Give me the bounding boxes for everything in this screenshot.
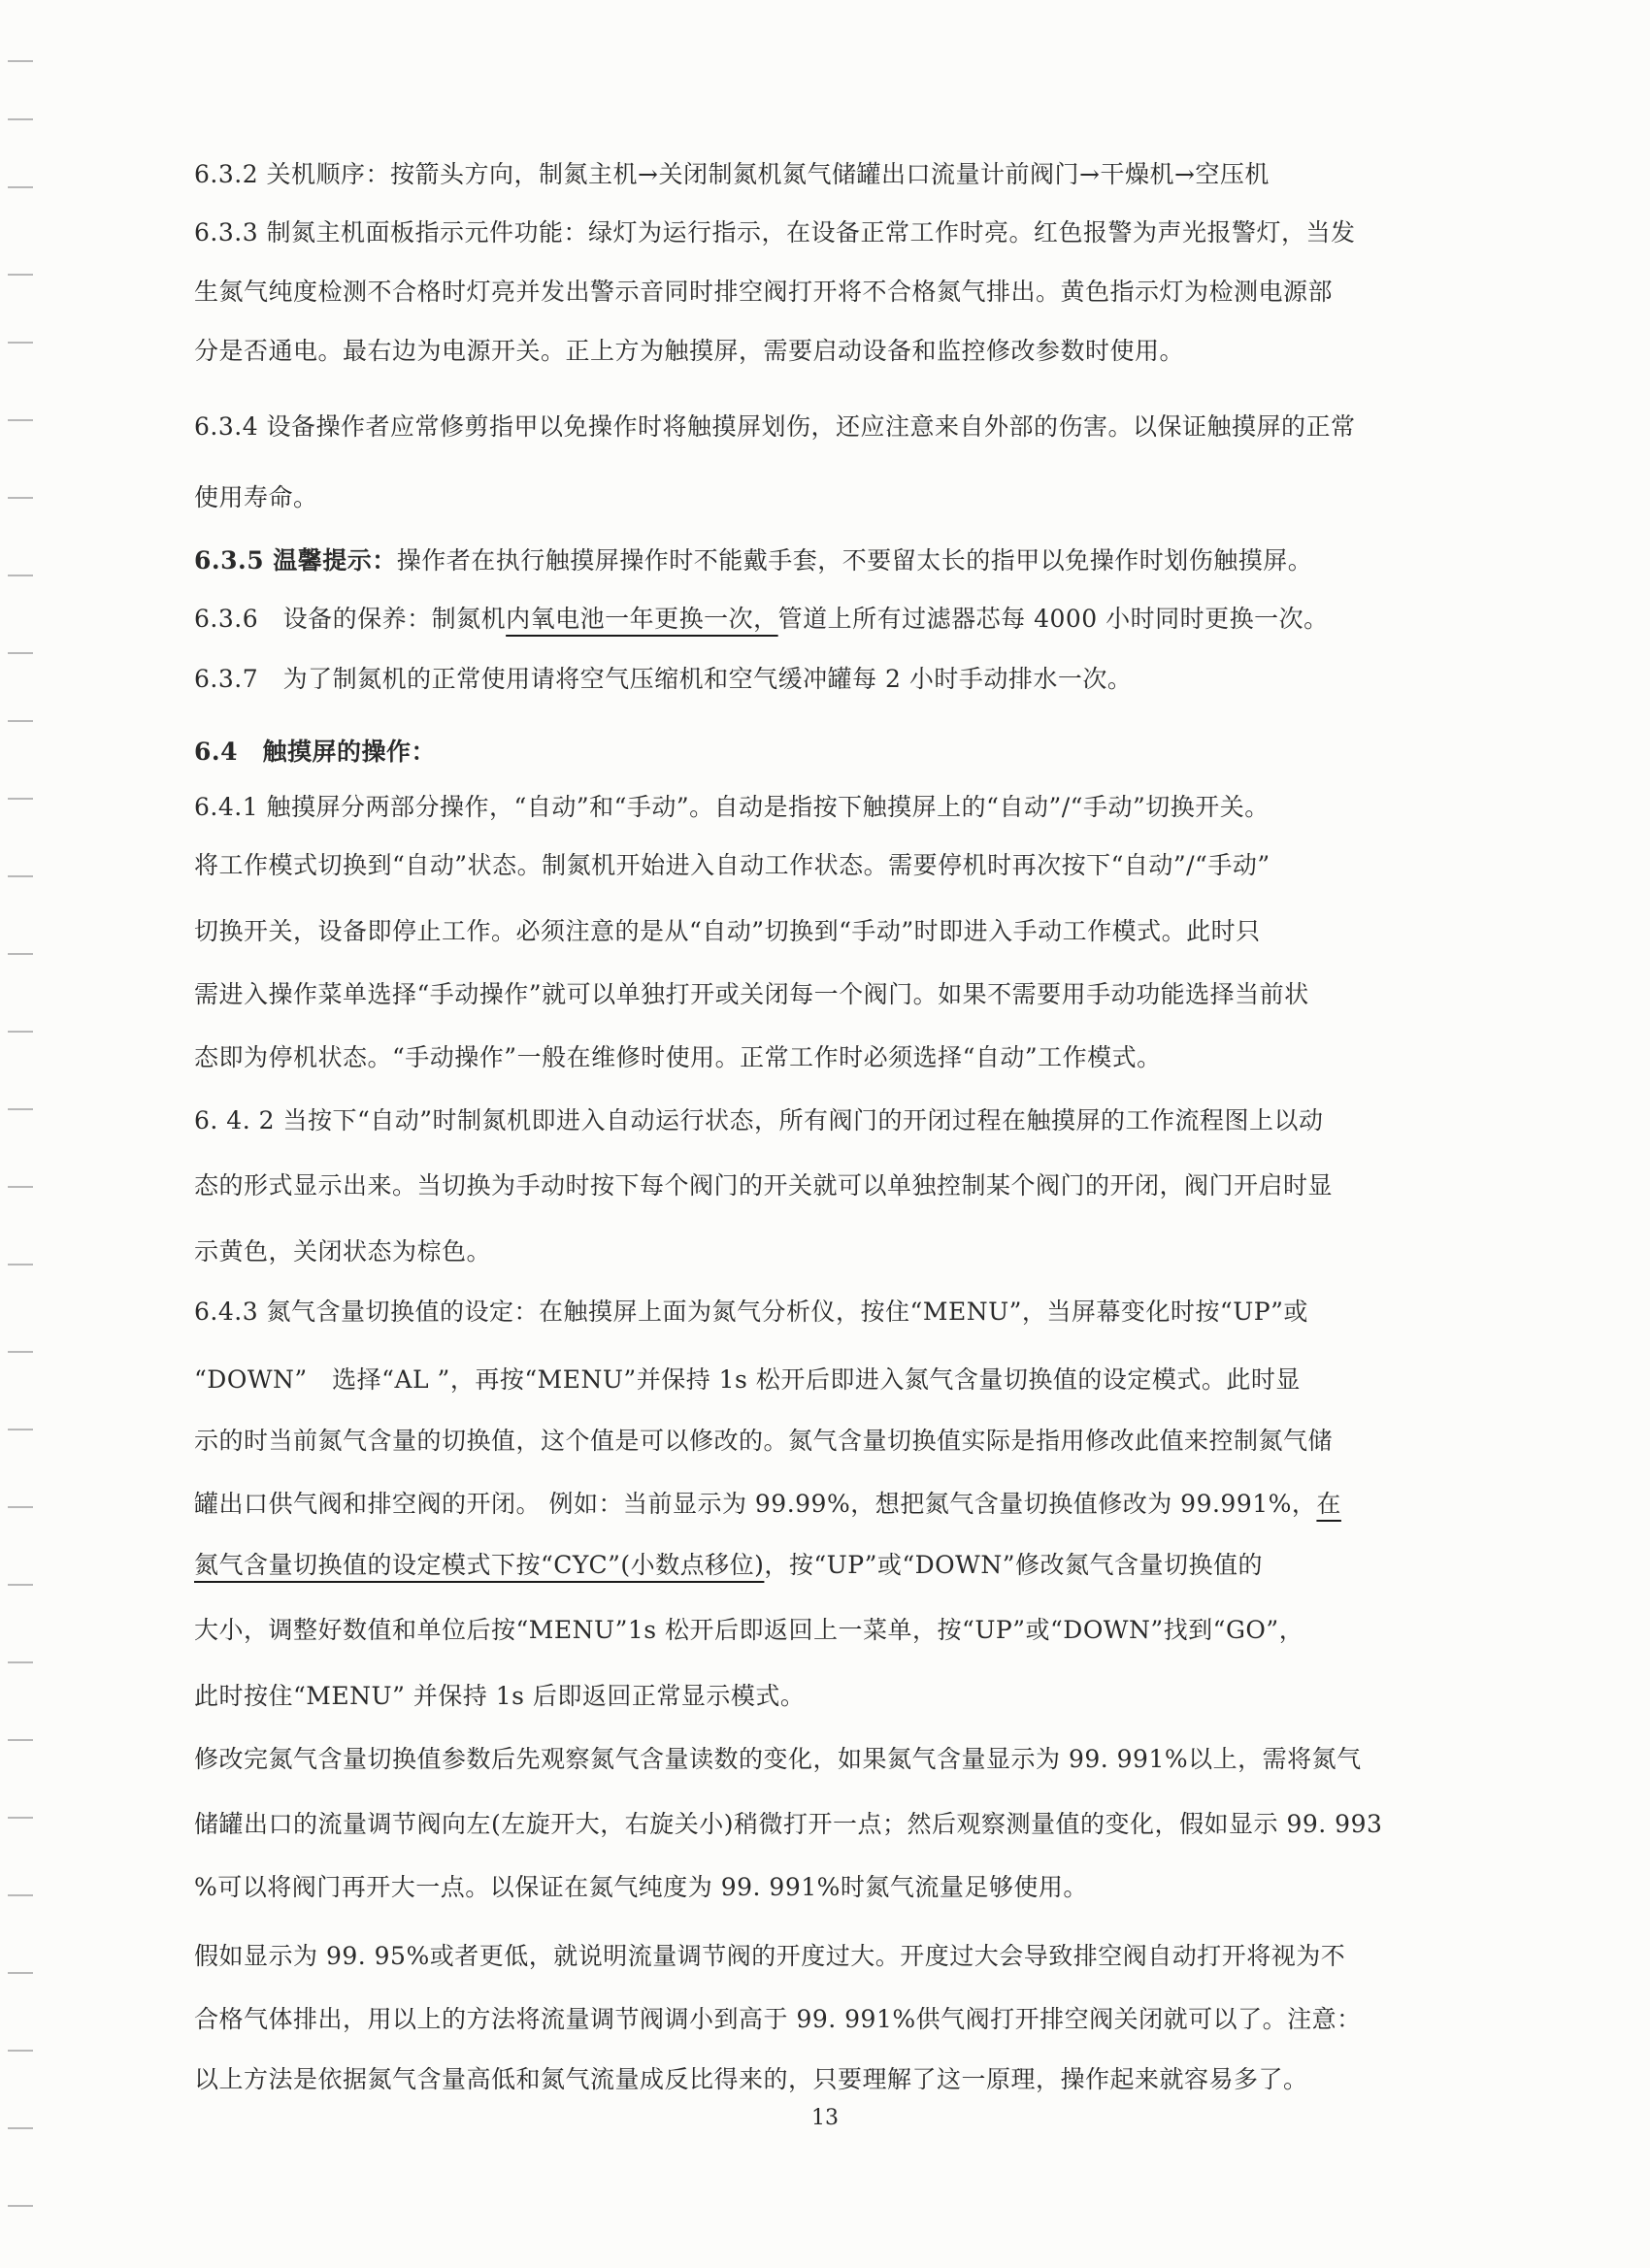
binding-margin-marks: [8, 0, 37, 2268]
text-line: 6. 4. 2 当按下“自动”时制氮机即进入自动运行状态，所有阀门的开闭过程在触摸屏的工作流程图上以动: [194, 1106, 1324, 1134]
text-line: 6.4.3 氮气含量切换值的设定：在触摸屏上面为氮气分析仪，按住“MENU”，当屏幕变化时按“UP”或: [194, 1298, 1308, 1326]
text-line: 态的形式显示出来。当切换为手动时按下每个阀门的开关就可以单独控制某个阀门的开闭，阀门开启时显: [194, 1171, 1334, 1200]
text-line: %可以将阀门再开大一点。以保证在氮气纯度为 99. 991%时氮气流量足够使用。: [194, 1873, 1088, 1901]
text-line: 6.3.4 设备操作者应常修剪指甲以免操作时将触摸屏划伤，还应注意来自外部的伤害。以保证触摸屏的正常: [194, 412, 1356, 441]
text-line: 需进入操作菜单选择“手动操作”就可以单独打开或关闭每一个阀门。如果不需要用手动功能选择当前状: [194, 980, 1309, 1008]
tip-text: 操作者在执行触摸屏操作时不能戴手套，不要留太长的指甲以免操作时划伤触摸屏。: [396, 546, 1313, 575]
text-line: 使用寿命。: [194, 483, 318, 511]
text-line: 大小，调整好数值和单位后按“MENU”1s 松开后即返回上一菜单，按“UP”或“DOWN”找到“GO”，: [194, 1616, 1304, 1644]
section-heading: 6.4 触摸屏的操作：: [194, 738, 436, 766]
text-line: 示的时当前氮气含量的切换值，这个值是可以修改的。氮气含量切换值实际是指用修改此值来控制氮气储: [194, 1427, 1334, 1455]
text-line: 切换开关，设备即停止工作。必须注意的是从“自动”切换到“手动”时即进入手动工作模式。此时只: [194, 917, 1261, 945]
text-line: 6.4.1 触摸屏分两部分操作，“自动”和“手动”。自动是指按下触摸屏上的“自动”/“手动”切换开关。: [194, 793, 1270, 821]
text-line: 储罐出口的流量调节阀向左(左旋开大，右旋关小)稍微打开一点；然后观察测量值的变化，假如显示 99. 993: [194, 1810, 1383, 1838]
text-line: 氮气含量切换值的设定模式下按“CYC”(小数点移位)，按“UP”或“DOWN”修改氮气含量切换值的: [194, 1551, 1264, 1579]
handwritten-underline: 内氧电池一年更换一次，: [506, 605, 778, 633]
tip-label: 6.3.5 温馨提示：: [194, 546, 397, 575]
text-line: 6.3.7 为了制氮机的正常使用请将空气压缩机和空气缓冲罐每 2 小时手动排水一次。: [194, 665, 1133, 693]
text-line: 示黄色，关闭状态为棕色。: [194, 1237, 492, 1265]
text-line: 此时按住“MENU” 并保持 1s 后即返回正常显示模式。: [194, 1682, 806, 1710]
text-line: [194, 542, 1312, 576]
handwritten-underline: 在: [1316, 1490, 1341, 1518]
text-line: 6.3.3 制氮主机面板指示元件功能：绿灯为运行指示，在设备正常工作时亮。红色报警为声光报警灯，当发: [194, 218, 1356, 247]
text-line: 6.3.6 设备的保养：制氮机内氧电池一年更换一次，管道上所有过滤器芯每 4000 小时同时更换一次。: [194, 605, 1329, 633]
text-line: 态即为停机状态。“手动操作”一般在维修时使用。正常工作时必须选择“自动”工作模式。: [194, 1043, 1162, 1071]
text-line: 生氮气纯度检测不合格时灯亮并发出警示音同时排空阀打开将不合格氮气排出。黄色指示灯为检测电源部: [194, 278, 1334, 306]
text-line: 假如显示为 99. 95%或者更低，就说明流量调节阀的开度过大。开度过大会导致排空阀自动打开将视为不: [194, 1942, 1346, 1970]
page-number: 13: [811, 2106, 839, 2130]
text-line: 将工作模式切换到“自动”状态。制氮机开始进入自动工作状态。需要停机时再次按下“自动”/“手动”: [194, 851, 1270, 879]
text-line: 修改完氮气含量切换值参数后先观察氮气含量读数的变化，如果氮气含量显示为 99. 991%以上，需将氮气: [194, 1745, 1362, 1773]
handwritten-underline: 氮气含量切换值的设定模式下按“CYC”(小数点移位): [194, 1551, 765, 1579]
text-line: 分是否通电。最右边为电源开关。正上方为触摸屏，需要启动设备和监控修改参数时使用。: [194, 337, 1185, 365]
text-line: 以上方法是依据氮气含量高低和氮气流量成反比得来的，只要理解了这一原理，操作起来就容易多了。: [194, 2065, 1308, 2093]
text-line: 罐出口供气阀和排空阀的开闭。 例如：当前显示为 99.99%，想把氮气含量切换值修改为 99.991%，在: [194, 1490, 1341, 1518]
text-line: 6.3.2 关机顺序：按箭头方向，制氮主机→关闭制氮机氮气储罐出口流量计前阀门→干燥机→空压机: [194, 160, 1270, 188]
text-line: “DOWN” 选择“AL ”，再按“MENU”并保持 1s 松开后即进入氮气含量切换值的设定模式。此时显: [194, 1365, 1301, 1394]
text-line: 合格气体排出，用以上的方法将流量调节阀调小到高于 99. 991%供气阀打开排空阀关闭就可以了。注意：: [194, 2005, 1362, 2033]
